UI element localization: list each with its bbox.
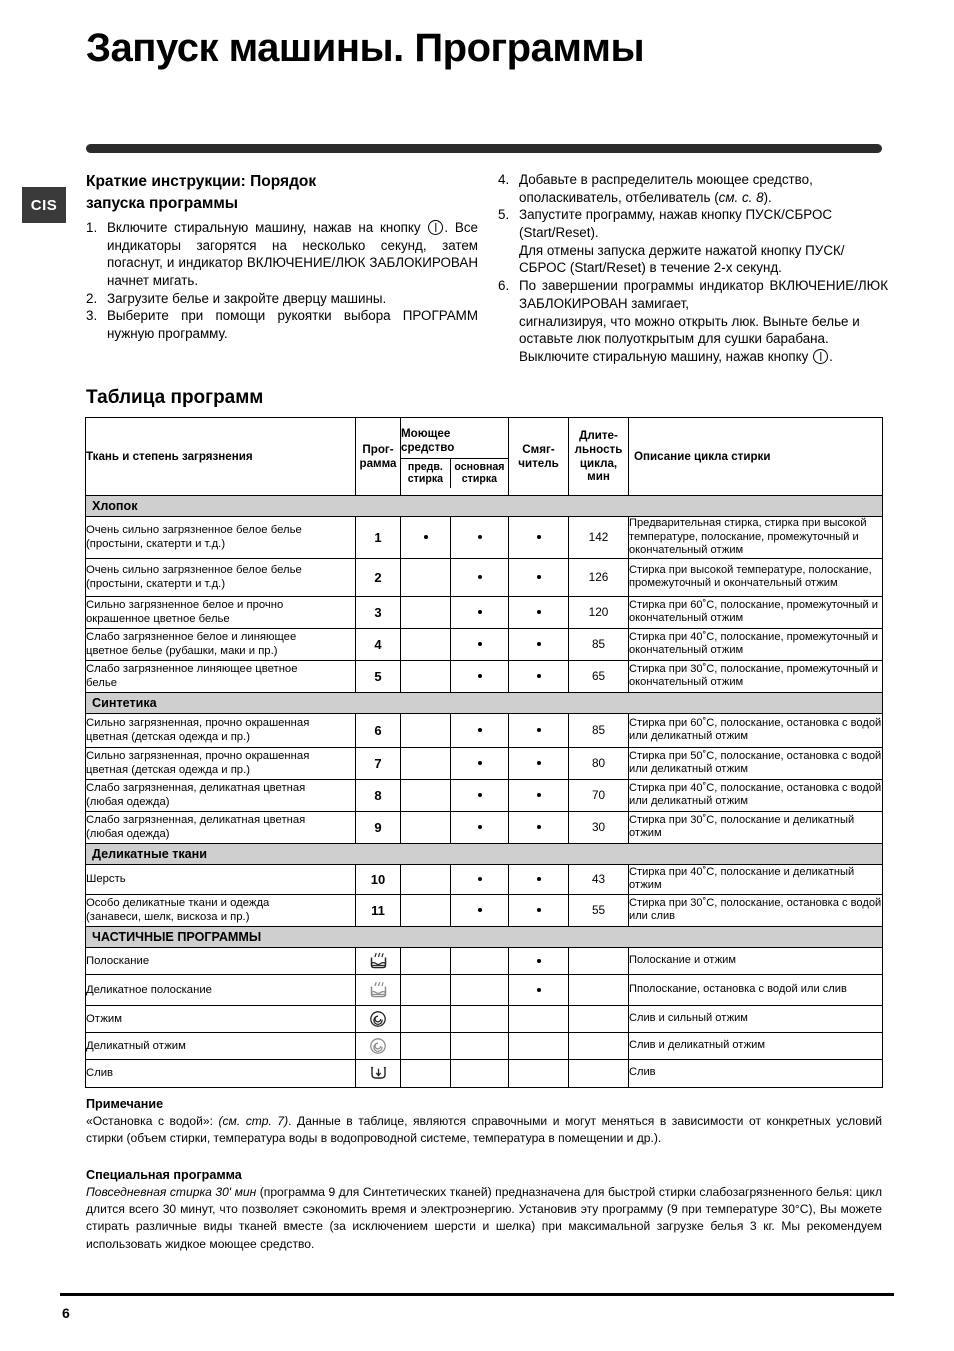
special-program-section — [86, 1168, 882, 1253]
note-heading: Примечание — [86, 1097, 164, 1111]
fabric-line2: белье — [86, 677, 118, 690]
step-body: Загрузите белье и закройте дверцу машины. — [107, 290, 387, 306]
note-section — [86, 1097, 882, 1147]
bullet-dot — [478, 535, 482, 539]
cell-pre-wash — [401, 974, 451, 1005]
step-text-c: . — [829, 348, 833, 364]
group-band-partial-programs — [86, 926, 883, 947]
cell-duration: 126 — [569, 558, 629, 596]
cell-program-icon — [356, 947, 401, 974]
bullet-dot — [537, 988, 541, 992]
cell-main-wash — [451, 1059, 509, 1087]
cell-pre-wash — [401, 628, 451, 660]
group-band-synthetics — [86, 692, 883, 713]
step-body — [519, 171, 888, 206]
delicate-rinse-basin-icon — [369, 981, 388, 999]
cell-pre-wash — [401, 747, 451, 779]
cell-softener — [509, 517, 569, 559]
list-item — [498, 206, 888, 277]
step-text-b: . Все индикаторы загорятся на несколько секунд, затем погаснут, и индикатор ВКЛЮЧЕНИЕ/ЛЮК ЗАБЛОКИРОВАН начнет мигать. — [107, 220, 478, 289]
fabric-line1: Сильно загрязненная, прочно окрашенная — [86, 716, 310, 729]
step-text-b: Для отмены запуска держите нажатой кнопку ПУСК/СБРОС (Start/Reset) в течение 2-х секунд. — [519, 242, 845, 276]
cell-duration: 120 — [569, 596, 629, 628]
header-detergent-line1: Моющее — [401, 427, 451, 441]
cell-duration: 65 — [569, 660, 629, 692]
fabric-line2: окрашенное цветное белье — [86, 613, 230, 626]
table-row — [86, 660, 883, 692]
cell-program: 8 — [356, 779, 401, 811]
bullet-dot — [537, 610, 541, 614]
bullet-dot — [478, 908, 482, 912]
cell-description: Стирка при 60˚С, полоскание, остановка с водой или деликатный отжим — [629, 713, 883, 747]
header-main-wash-line1: основная — [454, 460, 505, 473]
cell-program: 1 — [356, 517, 401, 559]
cell-pre-wash — [401, 779, 451, 811]
cell-description: Стирка при 30˚С, полоскание, остановка с водой или слив — [629, 894, 883, 926]
cell-program: 7 — [356, 747, 401, 779]
bullet-dot — [537, 674, 541, 678]
cell-fabric — [86, 628, 356, 660]
fabric-line1: Слабо загрязненное линяющее цветное — [86, 662, 298, 675]
header-description: Описание цикла стирки — [629, 418, 883, 496]
cell-pre-wash — [401, 1059, 451, 1087]
cell-description: Стирка при 40˚С, полоскание, промежуточный и окончательный отжим — [629, 628, 883, 660]
fabric-line2: цветная (детская одежда и пр.) — [86, 731, 250, 744]
bullet-dot — [537, 535, 541, 539]
table-row — [86, 1032, 883, 1059]
header-detergent — [401, 425, 508, 458]
step-body: Выберите при помощи рукоятки выбора ПРОГРАММ нужную программу. — [107, 308, 478, 342]
cell-main-wash — [451, 1005, 509, 1032]
bullet-dot — [478, 877, 482, 881]
bullet-dot — [478, 728, 482, 732]
page-title: Запуск машины. Программы — [86, 26, 645, 70]
table-row — [86, 517, 883, 559]
programmes-table-title: Таблица программ — [86, 387, 264, 408]
step-text-a: Добавьте в распределитель моющее средство, ополаскиватель, отбеливатель ( — [519, 172, 813, 205]
cell-pre-wash — [401, 596, 451, 628]
group-band-delicates — [86, 843, 883, 864]
fabric-line1: Шерсть — [86, 873, 126, 886]
bullet-dot — [537, 793, 541, 797]
bullet-dot — [478, 793, 482, 797]
cell-fabric — [86, 894, 356, 926]
cell-softener — [509, 894, 569, 926]
cell-program: 5 — [356, 660, 401, 692]
cell-fabric: Слив — [86, 1059, 356, 1087]
cell-main-wash — [451, 596, 509, 628]
cell-description: Стирка при высокой температуре, полоскание, промежуточный и окончательный отжим — [629, 558, 883, 596]
fabric-line2: цветное белье (рубашки, маки и пр.) — [86, 645, 278, 658]
header-duration-line4: мин — [587, 470, 610, 484]
header-softener — [509, 418, 569, 496]
cell-softener — [509, 947, 569, 974]
locale-tab-cis: CIS — [22, 187, 66, 223]
header-main-wash-line2: стирка — [461, 473, 498, 486]
cell-duration: 85 — [569, 628, 629, 660]
table-row — [86, 974, 883, 1005]
step-text-a: По завершении программы индикатор ВКЛЮЧЕНИЕ/ЛЮК ЗАБЛОКИРОВАН замигает, — [519, 278, 888, 311]
group-band-cotton — [86, 496, 883, 517]
cell-duration — [569, 1032, 629, 1059]
note-text — [86, 1113, 882, 1147]
programmes-table — [85, 417, 883, 1088]
cell-duration: 43 — [569, 864, 629, 894]
footer-rule — [60, 1293, 894, 1296]
cell-softener — [509, 1032, 569, 1059]
bullet-dot — [537, 728, 541, 732]
cell-softener — [509, 747, 569, 779]
cell-softener — [509, 864, 569, 894]
page-number: 6 — [62, 1305, 70, 1321]
intro-heading-line1: Краткие инструкции: Порядок — [86, 173, 317, 190]
bullet-dot — [478, 575, 482, 579]
header-pre-wash-line2: стирка — [407, 473, 444, 486]
cell-fabric — [86, 713, 356, 747]
cell-fabric — [86, 660, 356, 692]
special-program-body: (программа 9 для Синтетических тканей) предназначена для быстрой стирки слабозагрязненного белья: цикл длится всего 30 минут, что позволяет сэкономить время и электроэнергию. Установив эту программу (9 при температуре 30°С), Вы можете стирать различные виды тканей вместе (за исключением шерсти и шелка) при максимальной загрузке белья 3 кг. Мы рекомендуем использовать жидкое моющее средство. — [86, 1185, 882, 1251]
fabric-line2: (простыни, скатерти и т.д.) — [86, 538, 226, 551]
intro-right-column — [498, 171, 888, 366]
cell-description: Стирка при 30˚С, полоскание, промежуточный и окончательный отжим — [629, 660, 883, 692]
intro-heading-line2: запуска программы — [86, 195, 239, 212]
fabric-line2: (любая одежда) — [86, 796, 170, 809]
cell-pre-wash — [401, 864, 451, 894]
step-body — [107, 219, 478, 290]
cell-description: Пполоскание, остановка с водой или слив — [629, 974, 883, 1005]
cell-main-wash — [451, 713, 509, 747]
header-detergent-line2: средство — [401, 441, 455, 455]
cell-softener — [509, 1059, 569, 1087]
cell-description: Слив и сильный отжим — [629, 1005, 883, 1032]
cell-fabric — [86, 864, 356, 894]
fabric-line1: Особо деликатные ткани и одежда — [86, 896, 270, 909]
cell-program-icon — [356, 1059, 401, 1087]
cell-softener — [509, 811, 569, 843]
table-row — [86, 596, 883, 628]
cell-program: 6 — [356, 713, 401, 747]
cell-pre-wash — [401, 811, 451, 843]
header-pre-wash — [401, 458, 450, 488]
cell-main-wash — [451, 1032, 509, 1059]
cell-description: Стирка при 40˚С, полоскание и деликатный отжим — [629, 864, 883, 894]
cell-program: 3 — [356, 596, 401, 628]
bullet-dot — [537, 877, 541, 881]
group-band-label: Синтетика — [86, 692, 883, 713]
cell-fabric — [86, 558, 356, 596]
list-item — [498, 277, 888, 365]
cell-softener — [509, 558, 569, 596]
bullet-dot — [478, 642, 482, 646]
cell-softener — [509, 1005, 569, 1032]
bullet-dot — [478, 761, 482, 765]
cell-duration — [569, 974, 629, 1005]
cell-fabric — [86, 811, 356, 843]
bullet-dot — [478, 825, 482, 829]
bullet-dot — [537, 761, 541, 765]
cell-pre-wash — [401, 660, 451, 692]
rinse-basin-icon — [369, 952, 388, 970]
step-text-b: ). — [763, 189, 772, 205]
fabric-line1: Очень сильно загрязненное белое белье — [86, 524, 302, 537]
cell-program: 11 — [356, 894, 401, 926]
spin-spiral-icon — [369, 1010, 387, 1028]
header-main-wash — [450, 458, 508, 488]
cell-main-wash — [451, 558, 509, 596]
cell-program: 4 — [356, 628, 401, 660]
bullet-dot — [537, 908, 541, 912]
fabric-line1: Сильно загрязненное белое и прочно — [86, 598, 284, 611]
header-softener-line1: Смяг- — [522, 442, 555, 456]
cell-pre-wash — [401, 713, 451, 747]
table-row — [86, 713, 883, 747]
cell-description: Полоскание и отжим — [629, 947, 883, 974]
intro-left-column — [86, 171, 478, 343]
step-text-a: Запустите программу, нажав кнопку ПУСК/СБРОС (Start/Reset). — [519, 207, 833, 241]
header-duration-line3: цикла, — [579, 456, 618, 470]
cell-main-wash — [451, 894, 509, 926]
step-text-a: Включите стиральную машину, нажав на кнопку — [107, 220, 428, 235]
step-text-italic: см. с. 8 — [718, 189, 764, 205]
cell-softener — [509, 628, 569, 660]
cell-fabric: Отжим — [86, 1005, 356, 1032]
list-item — [86, 307, 478, 342]
cell-fabric — [86, 517, 356, 559]
bullet-dot — [424, 535, 428, 539]
header-program-line1: Прог- — [362, 442, 394, 456]
intro-heading — [86, 171, 478, 215]
special-program-name: Повседневная стирка 30' мин — [86, 1185, 257, 1199]
cell-description: Слив — [629, 1059, 883, 1087]
cell-softener — [509, 660, 569, 692]
cell-duration: 55 — [569, 894, 629, 926]
group-band-label: Хлопок — [86, 496, 883, 517]
fabric-line2: (занавеси, шелк, вискоза и пр.) — [86, 911, 250, 924]
cell-program-icon — [356, 1032, 401, 1059]
table-row — [86, 779, 883, 811]
cell-softener — [509, 779, 569, 811]
table-row — [86, 864, 883, 894]
fabric-line1: Сильно загрязненная, прочно окрашенная — [86, 749, 310, 762]
special-program-heading: Специальная программа — [86, 1168, 242, 1182]
table-row — [86, 947, 883, 974]
cell-fabric: Полоскание — [86, 947, 356, 974]
header-duration-line2: льность — [574, 442, 623, 456]
quick-start-steps-left — [86, 219, 478, 343]
cell-description: Стирка при 50˚С, полоскание, остановка с водой или деликатный отжим — [629, 747, 883, 779]
cell-duration: 30 — [569, 811, 629, 843]
step-number: 2. — [86, 290, 98, 306]
cell-main-wash — [451, 779, 509, 811]
list-item — [86, 219, 478, 290]
table-row — [86, 1005, 883, 1032]
note-text-italic: (см. стр. 7) — [218, 1114, 289, 1128]
step-number: 1. — [86, 220, 98, 235]
cell-duration — [569, 1005, 629, 1032]
cell-main-wash — [451, 628, 509, 660]
header-fabric: Ткань и степень загрязнения — [86, 418, 356, 496]
table-body — [86, 496, 883, 1088]
cell-duration: 85 — [569, 713, 629, 747]
cell-pre-wash — [401, 894, 451, 926]
list-item — [86, 290, 478, 308]
cell-description: Стирка при 30˚С, полоскание и деликатный отжим — [629, 811, 883, 843]
table-row — [86, 894, 883, 926]
fabric-line2: цветная (детская одежда и пр.) — [86, 764, 250, 777]
step-body — [519, 277, 888, 365]
list-item — [498, 171, 888, 206]
cell-pre-wash — [401, 1032, 451, 1059]
bullet-dot — [537, 959, 541, 963]
cell-softener — [509, 596, 569, 628]
cell-fabric — [86, 596, 356, 628]
fabric-line1: Очень сильно загрязненное белое белье — [86, 563, 302, 576]
cell-program: 2 — [356, 558, 401, 596]
header-softener-line2: читель — [518, 456, 559, 470]
cell-main-wash — [451, 660, 509, 692]
step-number: 6. — [498, 278, 510, 294]
cell-fabric — [86, 779, 356, 811]
cell-description: Стирка при 60˚С, полоскание, промежуточный и окончательный отжим — [629, 596, 883, 628]
header-detergent-group — [401, 418, 509, 496]
header-rule — [86, 144, 882, 153]
cell-program: 10 — [356, 864, 401, 894]
cell-main-wash — [451, 517, 509, 559]
cell-main-wash — [451, 811, 509, 843]
header-program — [356, 418, 401, 496]
cell-program-icon — [356, 974, 401, 1005]
cell-duration: 80 — [569, 747, 629, 779]
header-program-line2: рамма — [359, 456, 397, 470]
cell-main-wash — [451, 864, 509, 894]
cell-main-wash — [451, 747, 509, 779]
header-duration — [569, 418, 629, 496]
quick-start-steps-right — [498, 171, 888, 366]
cell-softener — [509, 974, 569, 1005]
cell-program: 9 — [356, 811, 401, 843]
power-button-icon — [428, 220, 443, 235]
header-duration-line1: Длите- — [579, 429, 618, 443]
power-button-icon — [813, 349, 828, 364]
cell-description: Стирка при 40˚С, полоскание, остановка с водой или деликатный отжим — [629, 779, 883, 811]
step-number: 5. — [498, 207, 510, 223]
cell-fabric: Деликатный отжим — [86, 1032, 356, 1059]
bullet-dot — [537, 575, 541, 579]
fabric-line1: Слабо загрязненная, деликатная цветная — [86, 813, 306, 826]
cell-duration: 70 — [569, 779, 629, 811]
cell-duration — [569, 1059, 629, 1087]
step-body — [519, 206, 888, 277]
table-row — [86, 628, 883, 660]
cell-pre-wash — [401, 558, 451, 596]
cell-pre-wash — [401, 947, 451, 974]
table-row — [86, 811, 883, 843]
cell-program-icon — [356, 1005, 401, 1032]
cell-pre-wash — [401, 1005, 451, 1032]
cell-softener — [509, 713, 569, 747]
special-program-text — [86, 1184, 882, 1253]
table-row — [86, 747, 883, 779]
drain-basin-icon — [369, 1065, 388, 1081]
cell-main-wash — [451, 974, 509, 1005]
note-text-a: «Остановка с водой»: — [86, 1114, 219, 1128]
cell-duration — [569, 947, 629, 974]
bullet-dot — [537, 825, 541, 829]
step-number: 4. — [498, 172, 510, 187]
cell-fabric — [86, 747, 356, 779]
fabric-line2: (любая одежда) — [86, 828, 170, 841]
group-band-label: Деликатные ткани — [86, 843, 883, 864]
fabric-line2: (простыни, скатерти и т.д.) — [86, 578, 226, 591]
table-row — [86, 558, 883, 596]
note-text-b: . Данные в таблице, являются справочными и могут меняться в зависимости от конкретных условий стирки (объем стирки, температура воды в водопроводной системе, температура в помещении и др.). — [86, 1114, 883, 1146]
bullet-dot — [478, 610, 482, 614]
cell-duration: 142 — [569, 517, 629, 559]
delicate-spin-spiral-icon — [369, 1037, 387, 1055]
group-band-label: ЧАСТИЧНЫЕ ПРОГРАММЫ — [86, 926, 883, 947]
bullet-dot — [478, 674, 482, 678]
header-pre-wash-line1: предв. — [407, 460, 443, 473]
table-header — [86, 418, 883, 496]
fabric-line1: Слабо загрязненная, деликатная цветная — [86, 781, 306, 794]
fabric-line1: Слабо загрязненное белое и линяющее — [86, 630, 297, 643]
step-text-b: сигнализируя, что можно открыть люк. Выньте белье и оставьте люк полуоткрытым для сушки барабана. Выключите стиральную машину, нажав кнопку — [519, 313, 860, 364]
cell-description: Слив и деликатный отжим — [629, 1032, 883, 1059]
table-row — [86, 1059, 883, 1087]
cell-description: Предварительная стирка, стирка при высокой температуре, полоскание, промежуточный и окончательный отжим — [629, 517, 883, 559]
step-number: 3. — [86, 308, 98, 324]
bullet-dot — [537, 642, 541, 646]
cell-fabric: Деликатное полоскание — [86, 974, 356, 1005]
cell-pre-wash — [401, 517, 451, 559]
cell-main-wash — [451, 947, 509, 974]
